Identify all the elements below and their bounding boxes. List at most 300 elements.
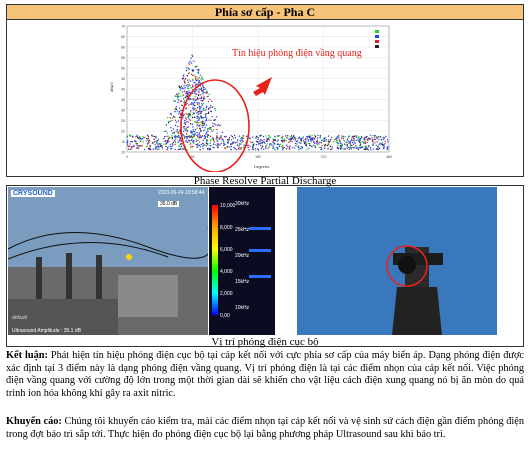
data-point: [190, 136, 191, 137]
data-point: [328, 144, 329, 145]
scale-value: 6,000: [220, 247, 233, 253]
data-point: [209, 99, 210, 100]
data-point: [193, 99, 194, 100]
data-point: [275, 136, 276, 137]
data-point: [200, 128, 201, 129]
data-point: [340, 148, 341, 149]
data-point: [366, 148, 367, 149]
data-point: [223, 142, 224, 143]
data-point: [337, 145, 338, 146]
data-point: [348, 147, 349, 148]
data-point: [178, 133, 179, 134]
data-point: [168, 137, 169, 138]
data-point: [178, 93, 179, 94]
data-point: [206, 139, 207, 140]
data-point: [194, 108, 195, 109]
data-point: [291, 141, 292, 142]
data-point: [189, 63, 190, 64]
data-point: [374, 135, 375, 136]
data-point: [250, 146, 251, 147]
data-point: [184, 137, 185, 138]
data-point: [199, 106, 200, 107]
data-point: [127, 145, 128, 146]
data-point: [158, 143, 159, 144]
data-point: [140, 141, 141, 142]
data-point: [259, 135, 260, 136]
data-point: [320, 135, 321, 136]
data-point: [233, 138, 234, 139]
data-point: [315, 147, 316, 148]
data-point: [253, 148, 254, 149]
data-point: [200, 79, 201, 80]
data-point: [189, 137, 190, 138]
data-point: [252, 146, 253, 147]
data-point: [199, 132, 200, 133]
data-point: [330, 149, 331, 150]
data-point: [338, 135, 339, 136]
data-point: [135, 143, 136, 144]
recommendation-text: Chúng tôi khuyến cáo kiểm tra, mài các điểm nhọn tại cáp kết nối và vệ sinh sứ cách điện gần điểm phóng điện trong đợt bảo trì sắp tới. Thực hiện đo phóng điện cục bộ lại bằng phương pháp Ultrasound sau khi bảo trì.: [6, 416, 525, 440]
data-point: [153, 139, 154, 140]
data-point: [374, 142, 375, 143]
data-point: [387, 148, 388, 149]
data-point: [210, 120, 211, 121]
data-point: [201, 78, 202, 79]
scale-value: 0,00: [220, 313, 230, 319]
data-point: [159, 143, 160, 144]
data-point: [198, 69, 199, 70]
data-point: [172, 144, 173, 145]
data-point: [141, 139, 142, 140]
data-point: [203, 97, 204, 98]
data-point: [167, 133, 168, 134]
data-point: [202, 117, 203, 118]
data-point: [183, 74, 184, 75]
data-point: [166, 142, 167, 143]
data-point: [196, 110, 197, 111]
data-point: [317, 135, 318, 136]
data-point: [189, 140, 190, 141]
data-point: [347, 148, 348, 149]
scale-value: 4,000: [220, 269, 233, 275]
data-point: [186, 138, 187, 139]
data-point: [217, 137, 218, 138]
data-point: [247, 147, 248, 148]
data-point: [188, 121, 189, 122]
data-point: [262, 143, 263, 144]
data-point: [319, 142, 320, 143]
data-point: [187, 142, 188, 143]
data-point: [317, 137, 318, 138]
data-point: [203, 122, 204, 123]
data-point: [274, 143, 275, 144]
data-point: [170, 127, 171, 128]
data-point: [337, 142, 338, 143]
data-point: [186, 118, 187, 119]
data-point: [189, 113, 190, 114]
data-point: [384, 143, 385, 144]
data-point: [193, 86, 194, 87]
data-point: [198, 119, 199, 120]
data-point: [337, 136, 338, 137]
data-point: [309, 136, 310, 137]
data-point: [366, 142, 367, 143]
data-point: [243, 147, 244, 148]
data-point: [184, 126, 185, 127]
data-point: [201, 106, 202, 107]
data-point: [383, 144, 384, 145]
data-point: [183, 131, 184, 132]
data-point: [254, 149, 255, 150]
data-point: [285, 135, 286, 136]
data-point: [293, 139, 294, 140]
data-point: [190, 120, 191, 121]
data-point: [309, 145, 310, 146]
data-point: [198, 72, 199, 73]
data-point: [249, 138, 250, 139]
data-point: [229, 137, 230, 138]
data-point: [385, 140, 386, 141]
data-point: [140, 138, 141, 139]
data-point: [338, 136, 339, 137]
data-point: [163, 138, 164, 139]
data-point: [129, 135, 130, 136]
data-point: [187, 75, 188, 76]
data-point: [216, 145, 217, 146]
data-point: [323, 138, 324, 139]
data-point: [202, 78, 203, 79]
data-point: [182, 91, 183, 92]
data-point: [199, 135, 200, 136]
data-point: [214, 120, 215, 121]
data-point: [127, 143, 128, 144]
data-point: [175, 101, 176, 102]
data-point: [203, 99, 204, 100]
data-point: [248, 149, 249, 150]
data-point: [255, 148, 256, 149]
data-point: [158, 138, 159, 139]
data-point: [383, 137, 384, 138]
data-point: [387, 146, 388, 147]
data-point: [282, 145, 283, 146]
data-point: [195, 78, 196, 79]
y-tick-label: 55: [121, 56, 125, 60]
data-point: [278, 139, 279, 140]
data-point: [381, 138, 382, 139]
frequency-label: 15kHz: [235, 279, 250, 285]
data-point: [210, 127, 211, 128]
data-point: [202, 109, 203, 110]
data-point: [202, 143, 203, 144]
data-point: [268, 135, 269, 136]
conclusion-paragraph: [6, 350, 524, 400]
scale-value: 2,000: [220, 291, 233, 297]
data-point: [193, 107, 194, 108]
data-point: [184, 79, 185, 80]
y-tick-label: 50: [121, 66, 125, 71]
data-point: [240, 147, 241, 148]
data-point: [275, 140, 276, 141]
data-point: [242, 136, 243, 137]
frequency-label: 10kHz: [235, 305, 250, 311]
data-point: [195, 99, 196, 100]
data-point: [183, 149, 184, 150]
data-point: [326, 140, 327, 141]
data-point: [203, 89, 204, 90]
data-point: [175, 120, 176, 121]
data-point: [174, 144, 175, 145]
data-point: [354, 143, 355, 144]
data-point: [127, 137, 128, 138]
data-point: [231, 146, 232, 147]
data-point: [265, 145, 266, 146]
y-axis: [121, 25, 125, 155]
data-point: [258, 143, 259, 144]
data-point: [212, 123, 213, 124]
data-point: [330, 146, 331, 147]
data-point: [199, 125, 200, 126]
data-point: [168, 141, 169, 142]
data-point: [155, 137, 156, 138]
data-point: [269, 145, 270, 146]
data-point: [371, 137, 372, 138]
data-point: [282, 147, 283, 148]
data-point: [202, 123, 203, 124]
data-point: [216, 138, 217, 139]
data-point: [192, 131, 193, 132]
data-point: [309, 143, 310, 144]
data-point: [368, 138, 369, 139]
default-label: default: [12, 315, 28, 321]
data-point: [206, 92, 207, 93]
data-point: [185, 78, 186, 79]
data-point: [257, 141, 258, 142]
y-tick-label: 45: [121, 77, 125, 81]
data-point: [317, 140, 318, 141]
data-point: [362, 141, 363, 142]
data-point: [348, 143, 349, 144]
data-point: [177, 98, 178, 99]
prpd-chart: [97, 22, 397, 172]
data-point: [344, 144, 345, 145]
data-point: [173, 116, 174, 117]
data-point: [199, 80, 200, 81]
data-point: [212, 131, 213, 132]
data-point: [331, 137, 332, 138]
data-point: [356, 147, 357, 148]
data-point: [384, 146, 385, 147]
data-point: [179, 109, 180, 110]
data-point: [290, 139, 291, 140]
data-point: [263, 142, 264, 143]
data-point: [289, 146, 290, 147]
data-point: [352, 142, 353, 143]
data-point: [167, 136, 168, 137]
scale-value: 10,000: [220, 203, 236, 209]
data-point: [350, 141, 351, 142]
data-point: [148, 149, 149, 150]
data-point: [311, 135, 312, 136]
data-point: [186, 85, 187, 86]
data-point: [237, 144, 238, 145]
data-point: [306, 136, 307, 137]
data-point: [233, 147, 234, 148]
data-point: [351, 148, 352, 149]
data-point: [354, 141, 355, 142]
data-point: [137, 147, 138, 148]
data-point: [157, 140, 158, 141]
data-point: [230, 135, 231, 136]
data-point: [127, 141, 128, 142]
data-point: [196, 138, 197, 139]
data-point: [217, 140, 218, 141]
data-point: [191, 87, 192, 88]
data-point: [156, 146, 157, 147]
data-point: [377, 146, 378, 147]
data-point: [176, 96, 177, 97]
data-point: [126, 136, 127, 137]
data-point: [234, 135, 235, 136]
discharge-location-photo: [297, 187, 497, 335]
data-point: [175, 138, 176, 139]
data-point: [168, 121, 169, 122]
data-point: [162, 147, 163, 148]
data-point: [206, 117, 207, 118]
data-point: [188, 116, 189, 117]
data-point: [199, 102, 200, 103]
data-point: [201, 137, 202, 138]
data-point: [307, 137, 308, 138]
data-point: [357, 140, 358, 141]
data-point: [171, 114, 172, 115]
data-point: [313, 137, 314, 138]
data-point: [357, 138, 358, 139]
data-point: [185, 108, 186, 109]
data-point: [172, 138, 173, 139]
legend-swatch: [375, 45, 379, 48]
data-point: [215, 110, 216, 111]
data-point: [314, 137, 315, 138]
x-tick-label: 0: [126, 155, 128, 159]
data-point: [196, 117, 197, 118]
data-point: [186, 91, 187, 92]
data-point: [155, 149, 156, 150]
data-point: [187, 80, 188, 81]
data-point: [243, 135, 244, 136]
data-point: [348, 136, 349, 137]
data-point: [193, 70, 194, 71]
data-point: [132, 136, 133, 137]
data-point: [246, 136, 247, 137]
data-point: [261, 148, 262, 149]
data-point: [229, 146, 230, 147]
data-point: [208, 96, 209, 97]
data-point: [324, 137, 325, 138]
data-point: [349, 147, 350, 148]
data-point: [193, 129, 194, 130]
data-point: [356, 135, 357, 136]
data-point: [206, 107, 207, 108]
data-point: [381, 142, 382, 143]
data-point: [374, 137, 375, 138]
data-point: [272, 145, 273, 146]
data-point: [348, 140, 349, 141]
data-point: [201, 76, 202, 77]
data-point: [203, 124, 204, 125]
data-point: [194, 91, 195, 92]
data-point: [192, 114, 193, 115]
data-point: [310, 141, 311, 142]
data-point: [278, 144, 279, 145]
data-point: [200, 107, 201, 108]
data-point: [209, 107, 210, 108]
data-point: [198, 94, 199, 95]
data-point: [152, 142, 153, 143]
data-point: [197, 69, 198, 70]
data-point: [298, 149, 299, 150]
data-point: [206, 119, 207, 120]
data-point: [377, 141, 378, 142]
data-point: [191, 55, 192, 56]
data-point: [131, 141, 132, 142]
data-point: [297, 140, 298, 141]
data-point: [217, 125, 218, 126]
data-point: [171, 120, 172, 121]
data-point: [335, 138, 336, 139]
legend-swatch: [375, 35, 379, 38]
x-tick-label: 270: [320, 155, 327, 159]
data-point: [327, 148, 328, 149]
data-point: [252, 137, 253, 138]
conclusion-label: Kết luận:: [6, 350, 48, 361]
data-point: [207, 136, 208, 137]
ultrasound-camera-image: [8, 187, 208, 335]
data-point: [365, 141, 366, 142]
data-point: [372, 141, 373, 142]
data-point: [330, 139, 331, 140]
data-point: [151, 135, 152, 136]
data-point: [232, 136, 233, 137]
chart-caption: Phase Resolve Partial Discharge: [193, 175, 337, 187]
data-point: [206, 143, 207, 144]
data-point: [172, 137, 173, 138]
data-point: [219, 125, 220, 126]
data-point: [265, 148, 266, 149]
data-point: [186, 114, 187, 115]
data-point: [150, 149, 151, 150]
data-point: [188, 136, 189, 137]
data-point: [166, 149, 167, 150]
data-point: [179, 107, 180, 108]
data-point: [186, 67, 187, 68]
data-point: [241, 139, 242, 140]
data-point: [186, 103, 187, 104]
data-point: [328, 139, 329, 140]
data-point: [218, 138, 219, 139]
data-point: [150, 146, 151, 147]
data-point: [343, 140, 344, 141]
data-point: [183, 98, 184, 99]
data-point: [370, 149, 371, 150]
data-point: [237, 142, 238, 143]
data-point: [292, 147, 293, 148]
data-point: [267, 147, 268, 148]
data-point: [216, 129, 217, 130]
amplitude-readout: Ultrasound Amplitude : 35.1 dB: [12, 328, 81, 334]
data-point: [138, 145, 139, 146]
data-point: [198, 82, 199, 83]
data-point: [239, 140, 240, 141]
